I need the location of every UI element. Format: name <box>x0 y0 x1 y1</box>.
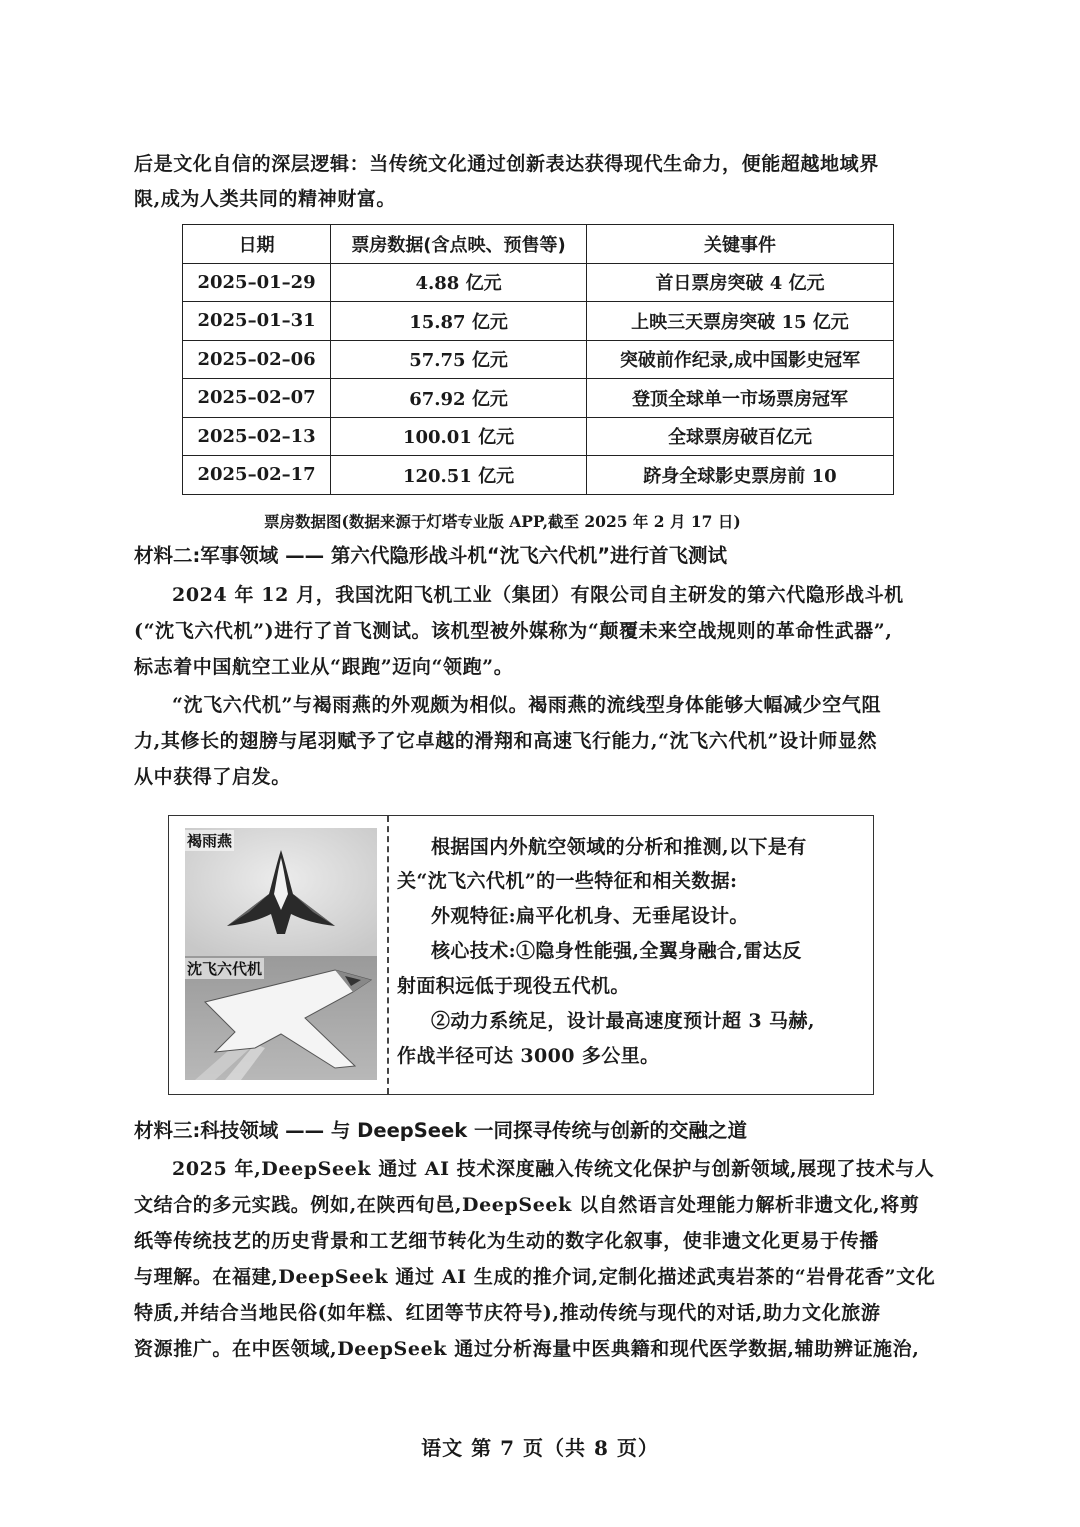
fig-text-line-6: ②动力系统足，设计最高速度预计超 3 马赫, <box>431 1010 815 1032</box>
page-footer: 语文 第 7 页（共 8 页） <box>421 1436 659 1460</box>
cell-event: 全球票房破百亿元 <box>586 417 893 456</box>
fig-text-line-5: 射面积远低于现役五代机。 <box>397 975 630 997</box>
caption-source: (数据来源于灯塔专业版 APP,截至 2025 年 2 月 17 日) <box>341 512 741 531</box>
m2-p2-line-1: “沈飞六代机”与褐雨燕的外观颇为相似。褐雨燕的流线型身体能够大幅减少空气阻 <box>172 694 882 716</box>
cell-box-office: 57.75 亿元 <box>331 340 587 379</box>
m3-line-5: 特质,并结合当地民俗(如年糕、红团等节庆符号),推动传统与现代的对话,助力文化旅游 <box>134 1302 881 1324</box>
fig-text-line-4: 核心技术:①隐身性能强,全翼身融合,雷达反 <box>431 940 802 962</box>
cell-event: 上映三天票房突破 15 亿元 <box>586 302 893 341</box>
j-sixth-gen-photo <box>185 956 377 1080</box>
cell-event: 跻身全球影史票房前 10 <box>586 456 893 495</box>
header-date: 日期 <box>183 225 331 264</box>
caption-title: 票房数据图 <box>264 513 342 531</box>
m2-p1-line-1: 2024 年 12 月，我国沈阳飞机工业（集团）有限公司自主研发的第六代隐形战斗机 <box>172 584 904 606</box>
dashed-divider <box>387 816 389 1094</box>
fighter-label: 沈飞六代机 <box>187 960 263 978</box>
table-caption <box>264 510 741 532</box>
header-box-office: 票房数据(含点映、预售等) <box>331 225 587 264</box>
table-row <box>183 417 894 456</box>
aircraft-figure-box <box>168 815 874 1095</box>
cell-date: 2025–02–17 <box>183 456 331 495</box>
table-row <box>183 456 894 495</box>
swift-label: 褐雨燕 <box>187 832 233 850</box>
fig-text-line-3: 外观特征:扁平化机身、无垂尾设计。 <box>431 905 749 927</box>
cell-event: 首日票房突破 4 亿元 <box>586 263 893 302</box>
m2-p2-line-2: 力,其修长的翅膀与尾羽赋予了它卓越的滑翔和高速飞行能力,“沈飞六代机”设计师显然 <box>134 730 878 752</box>
box-office-table <box>182 224 894 495</box>
m3-line-3: 纸等传统技艺的历史背景和工艺细节转化为生动的数字化叙事，使非遗文化更易于传播 <box>134 1230 879 1252</box>
cell-date: 2025–02–07 <box>183 379 331 418</box>
cell-box-office: 4.88 亿元 <box>331 263 587 302</box>
cell-event: 突破前作纪录,成中国影史冠军 <box>586 340 893 379</box>
cell-box-office: 15.87 亿元 <box>331 302 587 341</box>
cell-date: 2025–01–29 <box>183 263 331 302</box>
intro-line-1: 后是文化自信的深层逻辑：当传统文化通过创新表达获得现代生命力，便能超越地域界 <box>134 153 879 175</box>
cell-box-office: 100.01 亿元 <box>331 417 587 456</box>
fig-text-line-1: 根据国内外航空领域的分析和推测,以下是有 <box>431 836 807 858</box>
cell-date: 2025–02–13 <box>183 417 331 456</box>
intro-line-2: 限,成为人类共同的精神财富。 <box>134 188 397 210</box>
table-row <box>183 263 894 302</box>
material2-heading: 材料二:军事领域 —— 第六代隐形战斗机“沈飞六代机”进行首飞测试 <box>134 544 728 567</box>
cell-date: 2025–01–31 <box>183 302 331 341</box>
material3-heading: 材料三:科技领域 —— 与 DeepSeek 一同探寻传统与创新的交融之道 <box>134 1119 748 1142</box>
table-header-row <box>183 225 894 264</box>
fig-text-line-2: 关“沈飞六代机”的一些特征和相关数据: <box>397 870 738 892</box>
fig-text-line-7: 作战半径可达 3000 多公里。 <box>397 1045 660 1067</box>
header-key-event: 关键事件 <box>586 225 893 264</box>
cell-box-office: 67.92 亿元 <box>331 379 587 418</box>
m2-p1-line-2: (“沈飞六代机”)进行了首飞测试。该机型被外媒称为“颠覆未来空战规则的革命性武器”, <box>134 620 893 642</box>
swift-photo <box>185 828 377 956</box>
table-row <box>183 340 894 379</box>
m3-line-1: 2025 年,DeepSeek 通过 AI 技术深度融入传统文化保护与创新领域,展现了技术与人 <box>172 1158 935 1180</box>
cell-event: 登顶全球单一市场票房冠军 <box>586 379 893 418</box>
m3-line-2: 文结合的多元实践。例如,在陕西旬邑,DeepSeek 以自然语言处理能力解析非遗文化,将剪 <box>134 1194 920 1216</box>
table-row <box>183 379 894 418</box>
m2-p1-line-3: 标志着中国航空工业从“跟跑”迈向“领跑”。 <box>134 656 514 678</box>
cell-box-office: 120.51 亿元 <box>331 456 587 495</box>
m3-line-6: 资源推广。在中医领域,DeepSeek 通过分析海量中医典籍和现代医学数据,辅助辨证施治, <box>134 1338 920 1360</box>
cell-date: 2025–02–06 <box>183 340 331 379</box>
m3-line-4: 与理解。在福建,DeepSeek 通过 AI 生成的推介词,定制化描述武夷岩茶的“岩骨花香”文化 <box>134 1266 936 1288</box>
m2-p2-line-3: 从中获得了启发。 <box>134 766 291 788</box>
table-row <box>183 302 894 341</box>
